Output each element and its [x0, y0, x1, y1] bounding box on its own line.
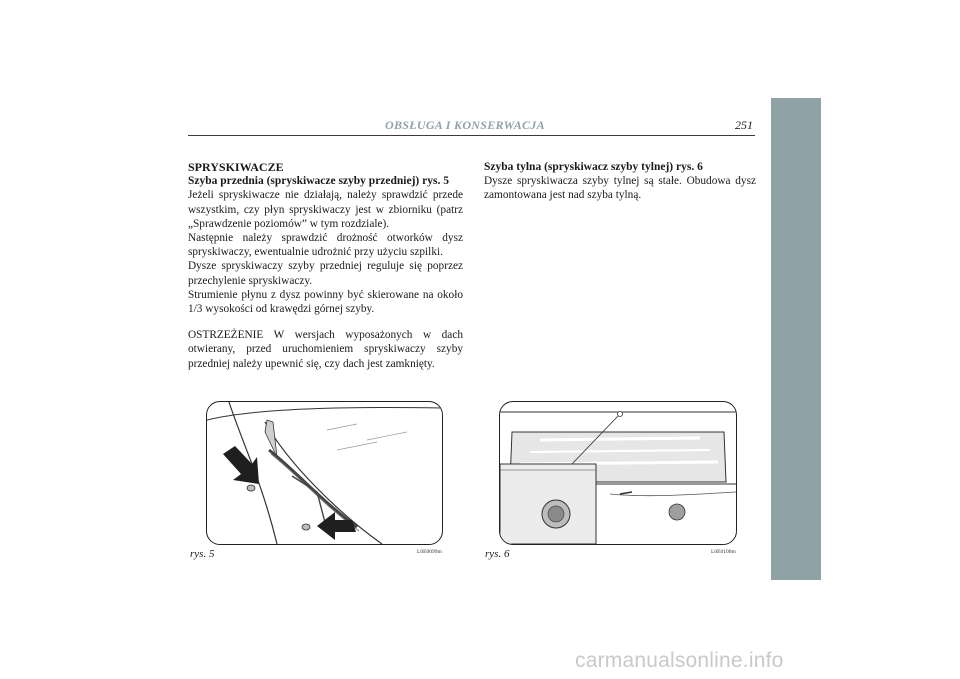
warning-paragraph: OSTRZEŻENIE W wersjach wyposażonych w dach otwierany, przed uruchomieniem spryskiwaczy szyby przedniej należy upewnić się, czy dach jest zamknięty. [188, 329, 463, 370]
section-title: SPRYSKIWACZE [188, 160, 284, 174]
header-rule [188, 135, 755, 136]
page-number: 251 [735, 118, 753, 132]
paragraph-check-fluid: Jeżeli spryskiwacze nie działają, należy sprawdzić przede wszystkim, czy płyn spryskiwaczy jest w zbiorniku (patrz „Sprawdzenie poziomów” w tym rozdziale). [188, 189, 463, 230]
chapter-side-tab [771, 98, 821, 580]
paragraph-rear-nozzles: Dysze spryskiwacza szyby tylnej są stałe. Obudowa dysz zamontowana jest nad szyba tylną. [484, 175, 756, 202]
figure-rear-washer [499, 401, 737, 545]
arrow-down-right-icon [223, 446, 259, 484]
front-washer-illustration [207, 402, 442, 544]
paragraph-adjust-nozzles: Dysze spryskiwaczy szyby przedniej reguluje się poprzez przechylenie spryskiwaczy. [188, 260, 463, 287]
figure-caption-5: rys. 5 [190, 548, 215, 560]
figure-code-6: L0E0100m [711, 549, 736, 555]
rear-washer-subheading: Szyba tylna (spryskiwacz szyby tylnej) rys. 6 [484, 161, 703, 173]
paragraph-check-nozzles: Następnie należy sprawdzić drożność otworków dysz spryskiwaczy, ewentualnie udrożnić przy użyciu szpilki. [188, 232, 463, 259]
washer-nozzle-left [247, 485, 255, 491]
rear-washer-illustration [500, 402, 736, 544]
right-column [484, 160, 756, 203]
front-washer-subheading: Szyba przednia (spryskiwacze szyby przedniej) rys. 5 [188, 175, 449, 188]
watermark: carmanualsonline.info [575, 649, 784, 672]
figure-front-washer [206, 401, 443, 545]
figure-code-5: L0E0099m [417, 549, 442, 555]
washer-nozzle-right [302, 524, 310, 530]
rear-nozzle-point [618, 412, 623, 417]
left-column [188, 160, 463, 371]
running-title: OBSŁUGA I KONSERWACJA [385, 118, 545, 132]
figure-caption-6: rys. 6 [485, 548, 510, 560]
badge-icon [669, 504, 685, 520]
paragraph-jet-direction: Strumienie płynu z dysz powinny być skierowane na około 1/3 wysokości od krawędzi górnej szyby. [188, 288, 463, 316]
